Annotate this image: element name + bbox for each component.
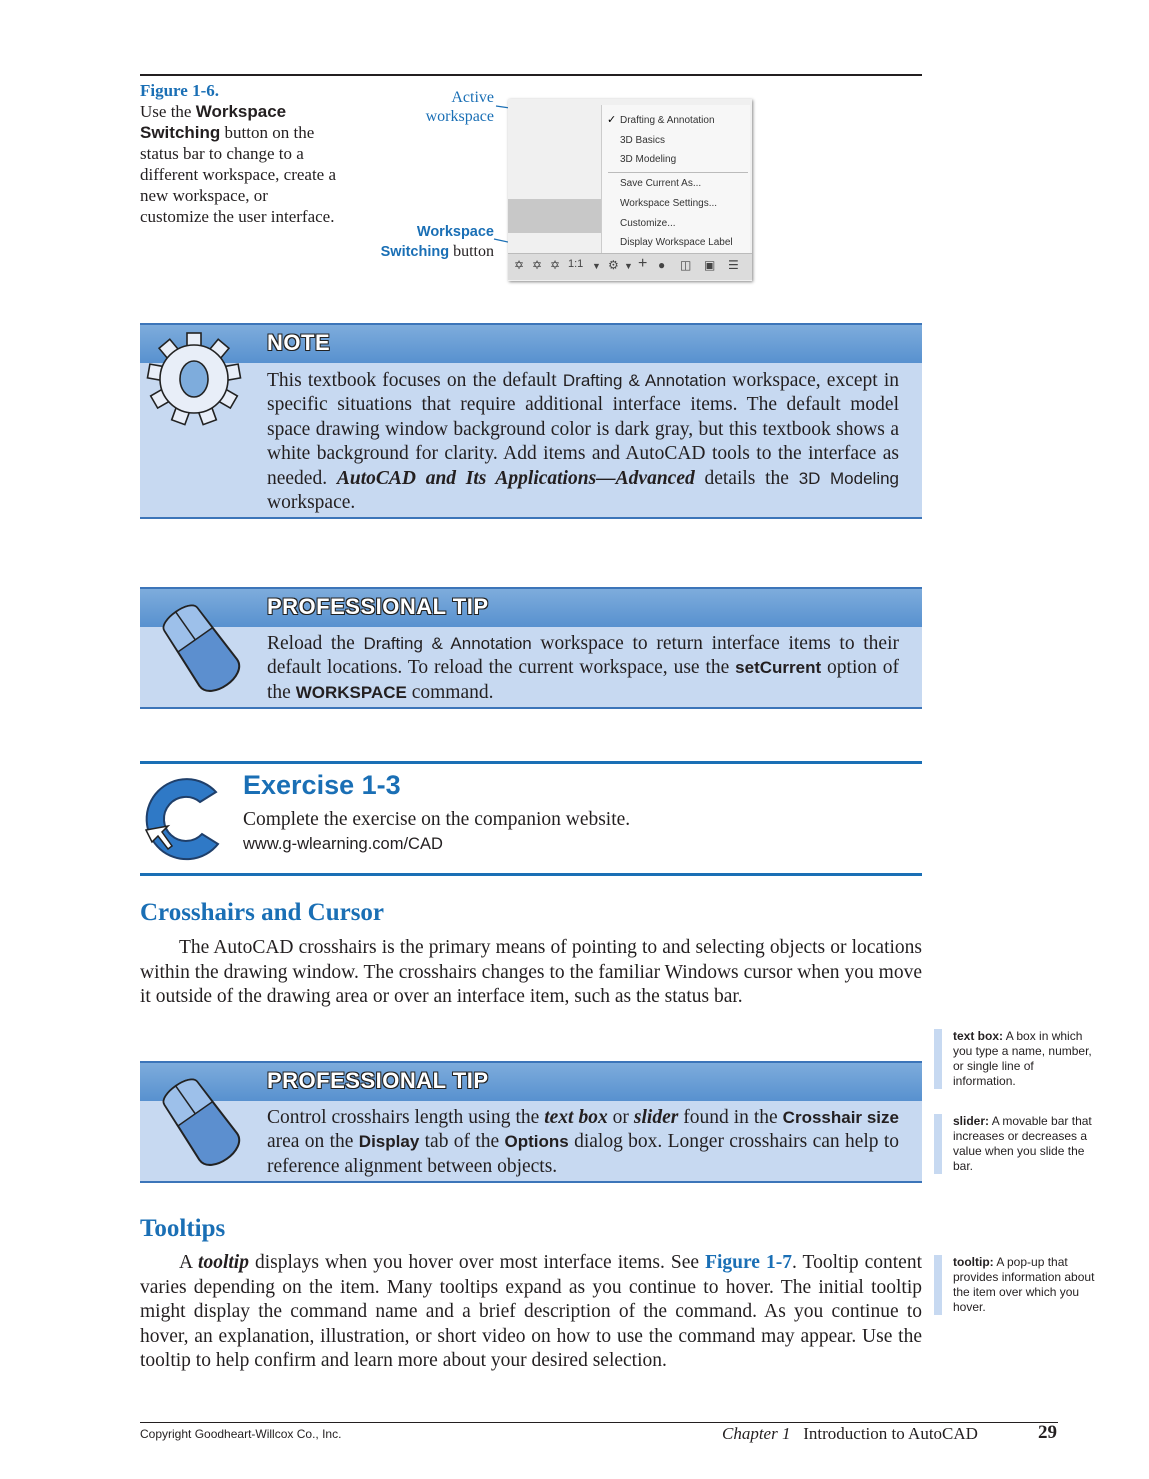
- menu-item-workspace-settings[interactable]: Workspace Settings...: [620, 198, 718, 209]
- exercise-bottom-rule: [140, 873, 922, 876]
- tip-title: PROFESSIONAL TIP: [267, 594, 489, 619]
- professional-tip-box: [140, 587, 922, 709]
- clean-screen-icon[interactable]: ▣: [704, 258, 716, 272]
- figure-caption: Figure 1-6. Use the Workspace Switching button on the status bar to change to a different workspace, create a new workspace, or customize the user interface.: [140, 80, 340, 227]
- companion-website-icon: [138, 770, 238, 866]
- menu-item-display-label[interactable]: Display Workspace Label: [620, 237, 733, 248]
- isolate-objects-icon[interactable]: ●: [658, 258, 666, 272]
- section-heading-crosshairs: Crosshairs and Cursor: [140, 899, 385, 926]
- footer-copyright: Copyright Goodheart-Willcox Co., Inc.: [140, 1427, 342, 1441]
- menu-item-save-current[interactable]: Save Current As...: [620, 178, 702, 189]
- status-bar: [508, 253, 752, 280]
- workspace-screenshot: [508, 99, 752, 281]
- glossary-tooltip: tooltip: A pop-up that provides information about the item over which you hover.: [934, 1255, 1099, 1315]
- plus-icon[interactable]: +: [638, 255, 648, 272]
- crosshairs-paragraph: The AutoCAD crosshairs is the primary means of pointing to and selecting objects or locations within the drawing window. The crosshairs changes to the familiar Windows cursor when you move it outside of the drawing area or over an interface item, such as the status bar.: [140, 937, 922, 1008]
- note-header: [140, 323, 922, 363]
- section-heading-tooltips: Tooltips: [140, 1215, 226, 1242]
- gear-icon[interactable]: ⚙: [608, 258, 619, 272]
- workspace-menu: [601, 105, 750, 255]
- exercise-title: Exercise 1-3: [243, 770, 401, 800]
- exercise-url[interactable]: www.g-wlearning.com/CAD: [243, 835, 443, 853]
- footer-chapter: Chapter 1 Introduction to AutoCAD: [722, 1424, 978, 1443]
- menu-item-customize[interactable]: Customize...: [620, 218, 676, 229]
- annotation-scale-label[interactable]: 1:1: [568, 258, 584, 270]
- tooltips-paragraph: A tooltip displays when you hover over most interface items. See Figure 1-7. Tooltip content varies depending on the item. Many tooltips expand as you continue to hover. The initial tooltip might display the command name and a brief description of the command. As you continue to hover, an explanation, illustration, or short video on how to use the command may appear. Use the tooltip to help confirm and learn more about your desired selection.: [140, 1252, 923, 1372]
- note-body: This textbook focuses on the default Drafting & Annotation workspace, except in specific situations that require additional interface items. The default model space drawing window background color is dark gray, but this textbook shows a white background for clarity. Add items and AutoCAD tools to the interface as needed. AutoCAD and Its Applications—Advanced details the 3D Modeling workspace.: [267, 370, 900, 514]
- chevron-down-icon[interactable]: ▼: [592, 261, 601, 271]
- menu-separator: [608, 172, 748, 173]
- callout-active-workspace: Active workspace: [425, 89, 494, 125]
- figure-number: Figure 1-6.: [140, 81, 220, 100]
- exercise-text: Complete the exercise on the companion website.: [243, 809, 631, 830]
- gear-icon: [146, 327, 242, 437]
- glossary-slider: slider: A movable bar that increases or decreases a value when you slide the bar.: [934, 1114, 1099, 1174]
- tip-title: PROFESSIONAL TIP: [267, 1068, 489, 1093]
- footer-rule: [140, 1422, 1058, 1423]
- mouse-icon: [146, 1067, 256, 1177]
- annotation-visibility-icon[interactable]: ✡: [514, 258, 525, 272]
- menu-item-3d-modeling[interactable]: 3D Modeling: [620, 154, 677, 165]
- exercise-top-rule: [140, 761, 922, 764]
- page-number: 29: [1038, 1422, 1057, 1443]
- menu-item-3d-basics[interactable]: 3D Basics: [620, 135, 666, 146]
- drawing-area: [508, 199, 602, 233]
- tip-body: Control crosshairs length using the text box or slider found in the Crosshair size area on the Display tab of the Options dialog box. Longer crosshairs can help to reference alignment between objects.: [267, 1107, 900, 1177]
- menu-item-drafting-annotation[interactable]: Drafting & Annotation: [620, 115, 715, 126]
- note-box: [140, 323, 922, 519]
- tip-header: [140, 587, 922, 627]
- check-icon: ✓: [607, 114, 617, 126]
- menu-icon[interactable]: ☰: [728, 258, 739, 272]
- note-title: NOTE: [267, 330, 331, 355]
- units-icon[interactable]: ◫: [680, 258, 692, 272]
- tip-body: Reload the Drafting & Annotation workspace to return interface items to their default locations. To reload the current workspace, use the setCurrent option of the WORKSPACE command.: [267, 633, 899, 703]
- figure-top-rule: [140, 74, 922, 76]
- autoscale-icon[interactable]: ✡: [532, 258, 543, 272]
- chevron-down-icon[interactable]: ▼: [624, 261, 633, 271]
- callout-workspace-switching: Workspace Switching button: [380, 224, 494, 260]
- annotation-scale-icon[interactable]: ✡: [550, 258, 561, 272]
- glossary-text-box: text box: A box in which you type a name, number, or single line of information.: [934, 1029, 1099, 1089]
- professional-tip-box: [140, 1061, 922, 1183]
- mouse-icon: [146, 593, 256, 703]
- tip-header: [140, 1061, 922, 1101]
- figure-reference-link[interactable]: Figure 1-7: [705, 1252, 792, 1273]
